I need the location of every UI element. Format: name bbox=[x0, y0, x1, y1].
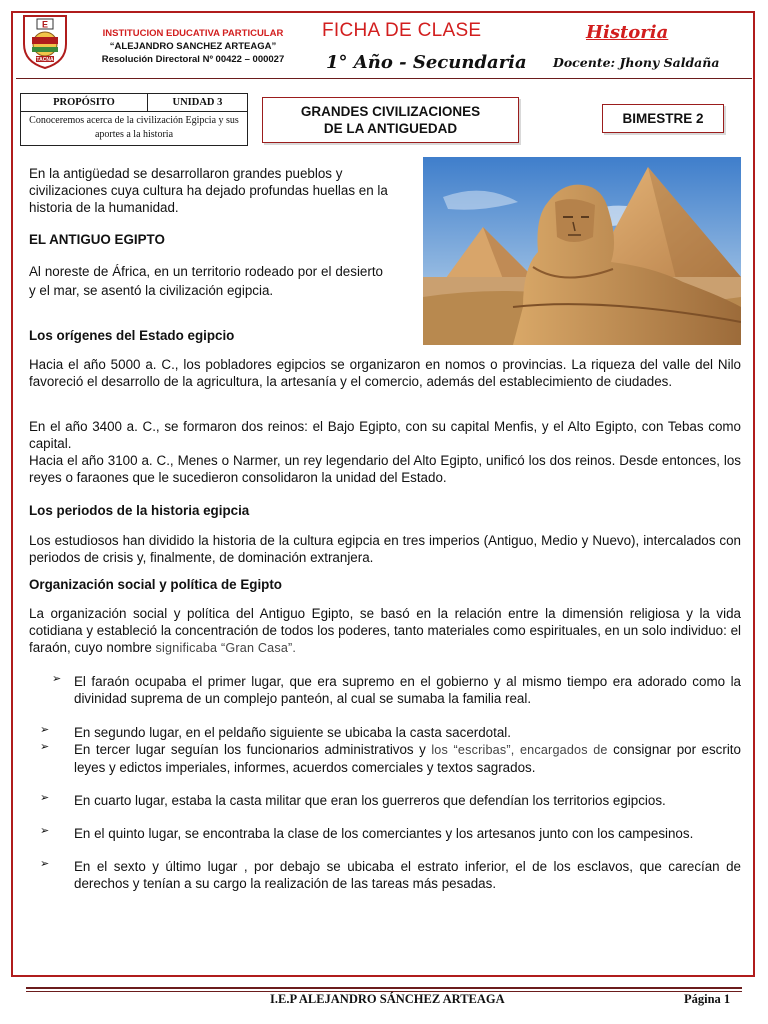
school-subname: “ALEJANDRO SANCHEZ ARTEAGA” bbox=[109, 41, 277, 52]
sphinx-pyramids-photo bbox=[423, 157, 741, 345]
bullet-3-text-c: consignar por escrito leyes y edictos imperiales, informes, acuerdos comerciales y textos sagrados. bbox=[74, 742, 741, 775]
arrow-bullet-icon: ➢ bbox=[40, 825, 50, 837]
organizacion-paragraph bbox=[29, 605, 741, 657]
school-name: INSTITUCION EDUCATIVA PARTICULAR bbox=[102, 28, 284, 39]
heading-antiguo-egipto: EL ANTIGUO EGIPTO bbox=[29, 232, 165, 247]
footer-school-name: I.E.P ALEJANDRO SÁNCHEZ ARTEAGA bbox=[270, 992, 505, 1006]
purpose-header: PROPÓSITO bbox=[21, 94, 148, 112]
footer-divider bbox=[26, 987, 742, 989]
teacher-label: Docente: Jhony Saldaña bbox=[553, 55, 720, 70]
bullet-3-text-b: los “escribas”, encargados de bbox=[431, 743, 608, 757]
school-logo bbox=[18, 14, 72, 70]
subject-title: Historia bbox=[586, 22, 669, 43]
organizacion-text: La organización social y política del Antiguo Egipto, se basó en la relación entre la dimensión religiosa y la vida cotidiana y estableció la concentración de todos los poderes, tanto materiales como espirituales, en un solo individuo: el faraón, cuyo nombre bbox=[29, 606, 741, 655]
grade-label: 1° Año - Secundaria bbox=[326, 52, 527, 73]
logo-letter: E bbox=[41, 19, 49, 30]
bullet-3-text-a: En tercer lugar seguían los funcionarios administrativos y bbox=[74, 742, 432, 757]
organizacion-quote: significaba “Gran Casa”. bbox=[155, 641, 297, 655]
origenes-paragraph-2: En el año 3400 a. C., se formaron dos reinos: el Bajo Egipto, con su capital Menfis, y el Alto Egipto, con Tebas como capital. bbox=[29, 419, 741, 451]
bullet-item-2: En segundo lugar, en el peldaño siguiente se ubicaba la casta sacerdotal. bbox=[74, 725, 511, 740]
topic-title-box bbox=[262, 97, 519, 143]
logo-text: TACNA bbox=[36, 57, 54, 63]
topic-title-line1: GRANDES CIVILIZACIONES bbox=[300, 104, 481, 119]
arrow-bullet-icon: ➢ bbox=[40, 792, 50, 804]
bullet-item-1: El faraón ocupaba el primer lugar, que era supremo en el gobierno y al mismo tiempo era adorado como la divinidad suprema de un complejo panteón, al cual se sumaba la familia real. bbox=[74, 674, 741, 706]
origenes-paragraph-3: Hacia el año 3100 a. C., Menes o Narmer, un rey legendario del Alto Egipto, unificó los dos reinos. Desde entonces, los reyes o faraones que le sucedieron consolidaron la unidad del Estado. bbox=[29, 453, 741, 485]
unit-header: UNIDAD 3 bbox=[147, 94, 247, 112]
purpose-table bbox=[20, 93, 248, 146]
school-block bbox=[82, 28, 304, 66]
arrow-bullet-icon: ➢ bbox=[40, 858, 50, 870]
arrow-bullet-icon: ➢ bbox=[40, 741, 50, 753]
sheet-title: FICHA DE CLASE bbox=[322, 20, 482, 41]
bullet-item-3 bbox=[74, 741, 741, 776]
bimestre-badge: BIMESTRE 2 bbox=[602, 104, 724, 133]
bullet-item-4: En cuarto lugar, estaba la casta militar que eran los guerreros que defendían los territorios egipcios. bbox=[74, 793, 666, 808]
heading-organizacion: Organización social y política de Egipto bbox=[29, 577, 282, 592]
periodos-paragraph: Los estudiosos han dividido la historia de la cultura egipcia en tres imperios (Antiguo, Medio y Nuevo), intercalados con periodos de crisis y, finalmente, de dominación extranjera. bbox=[29, 533, 741, 565]
intro-paragraph: En la antigüedad se desarrollaron grandes pueblos y civilizaciones cuya cultura ha dejado profundas huellas en la historia de la humanidad. bbox=[29, 166, 388, 215]
page-number: Página 1 bbox=[684, 992, 731, 1006]
egipto-paragraph: Al noreste de África, en un territorio rodeado por el desierto y el mar, se asentó la civilización egipcia. bbox=[29, 264, 383, 298]
origenes-paragraph-1: Hacia el año 5000 a. C., los pobladores egipcios se organizaron en nomos o provincias. La riqueza del valle del Nilo favoreció el desarrollo de la agricultura, la artesanía y el comercio, además del establecimiento de ciudades. bbox=[29, 357, 741, 389]
arrow-bullet-icon: ➢ bbox=[40, 724, 50, 736]
resolution-text: Resolución Directoral Nº 00422 – 000027 bbox=[101, 54, 285, 65]
heading-origenes: Los orígenes del Estado egipcio bbox=[29, 328, 235, 343]
header-divider bbox=[16, 78, 752, 79]
arrow-bullet-icon: ➢ bbox=[52, 673, 62, 685]
heading-periodos: Los periodos de la historia egipcia bbox=[29, 503, 250, 518]
bullet-item-6: En el sexto y último lugar , por debajo se ubicaba el estrato inferior, el de los esclavos, que carecían de derechos y tenían a su cargo la realización de las tareas más pesadas. bbox=[74, 859, 741, 891]
bullet-item-5: En el quinto lugar, se encontraba la clase de los comerciantes y los artesanos junto con los campesinos. bbox=[74, 826, 694, 841]
topic-title-line2: DE LA ANTIGUEDAD bbox=[323, 121, 458, 136]
purpose-description: Conoceremos acerca de la civilización Egipcia y sus aportes a la historia bbox=[21, 112, 248, 146]
